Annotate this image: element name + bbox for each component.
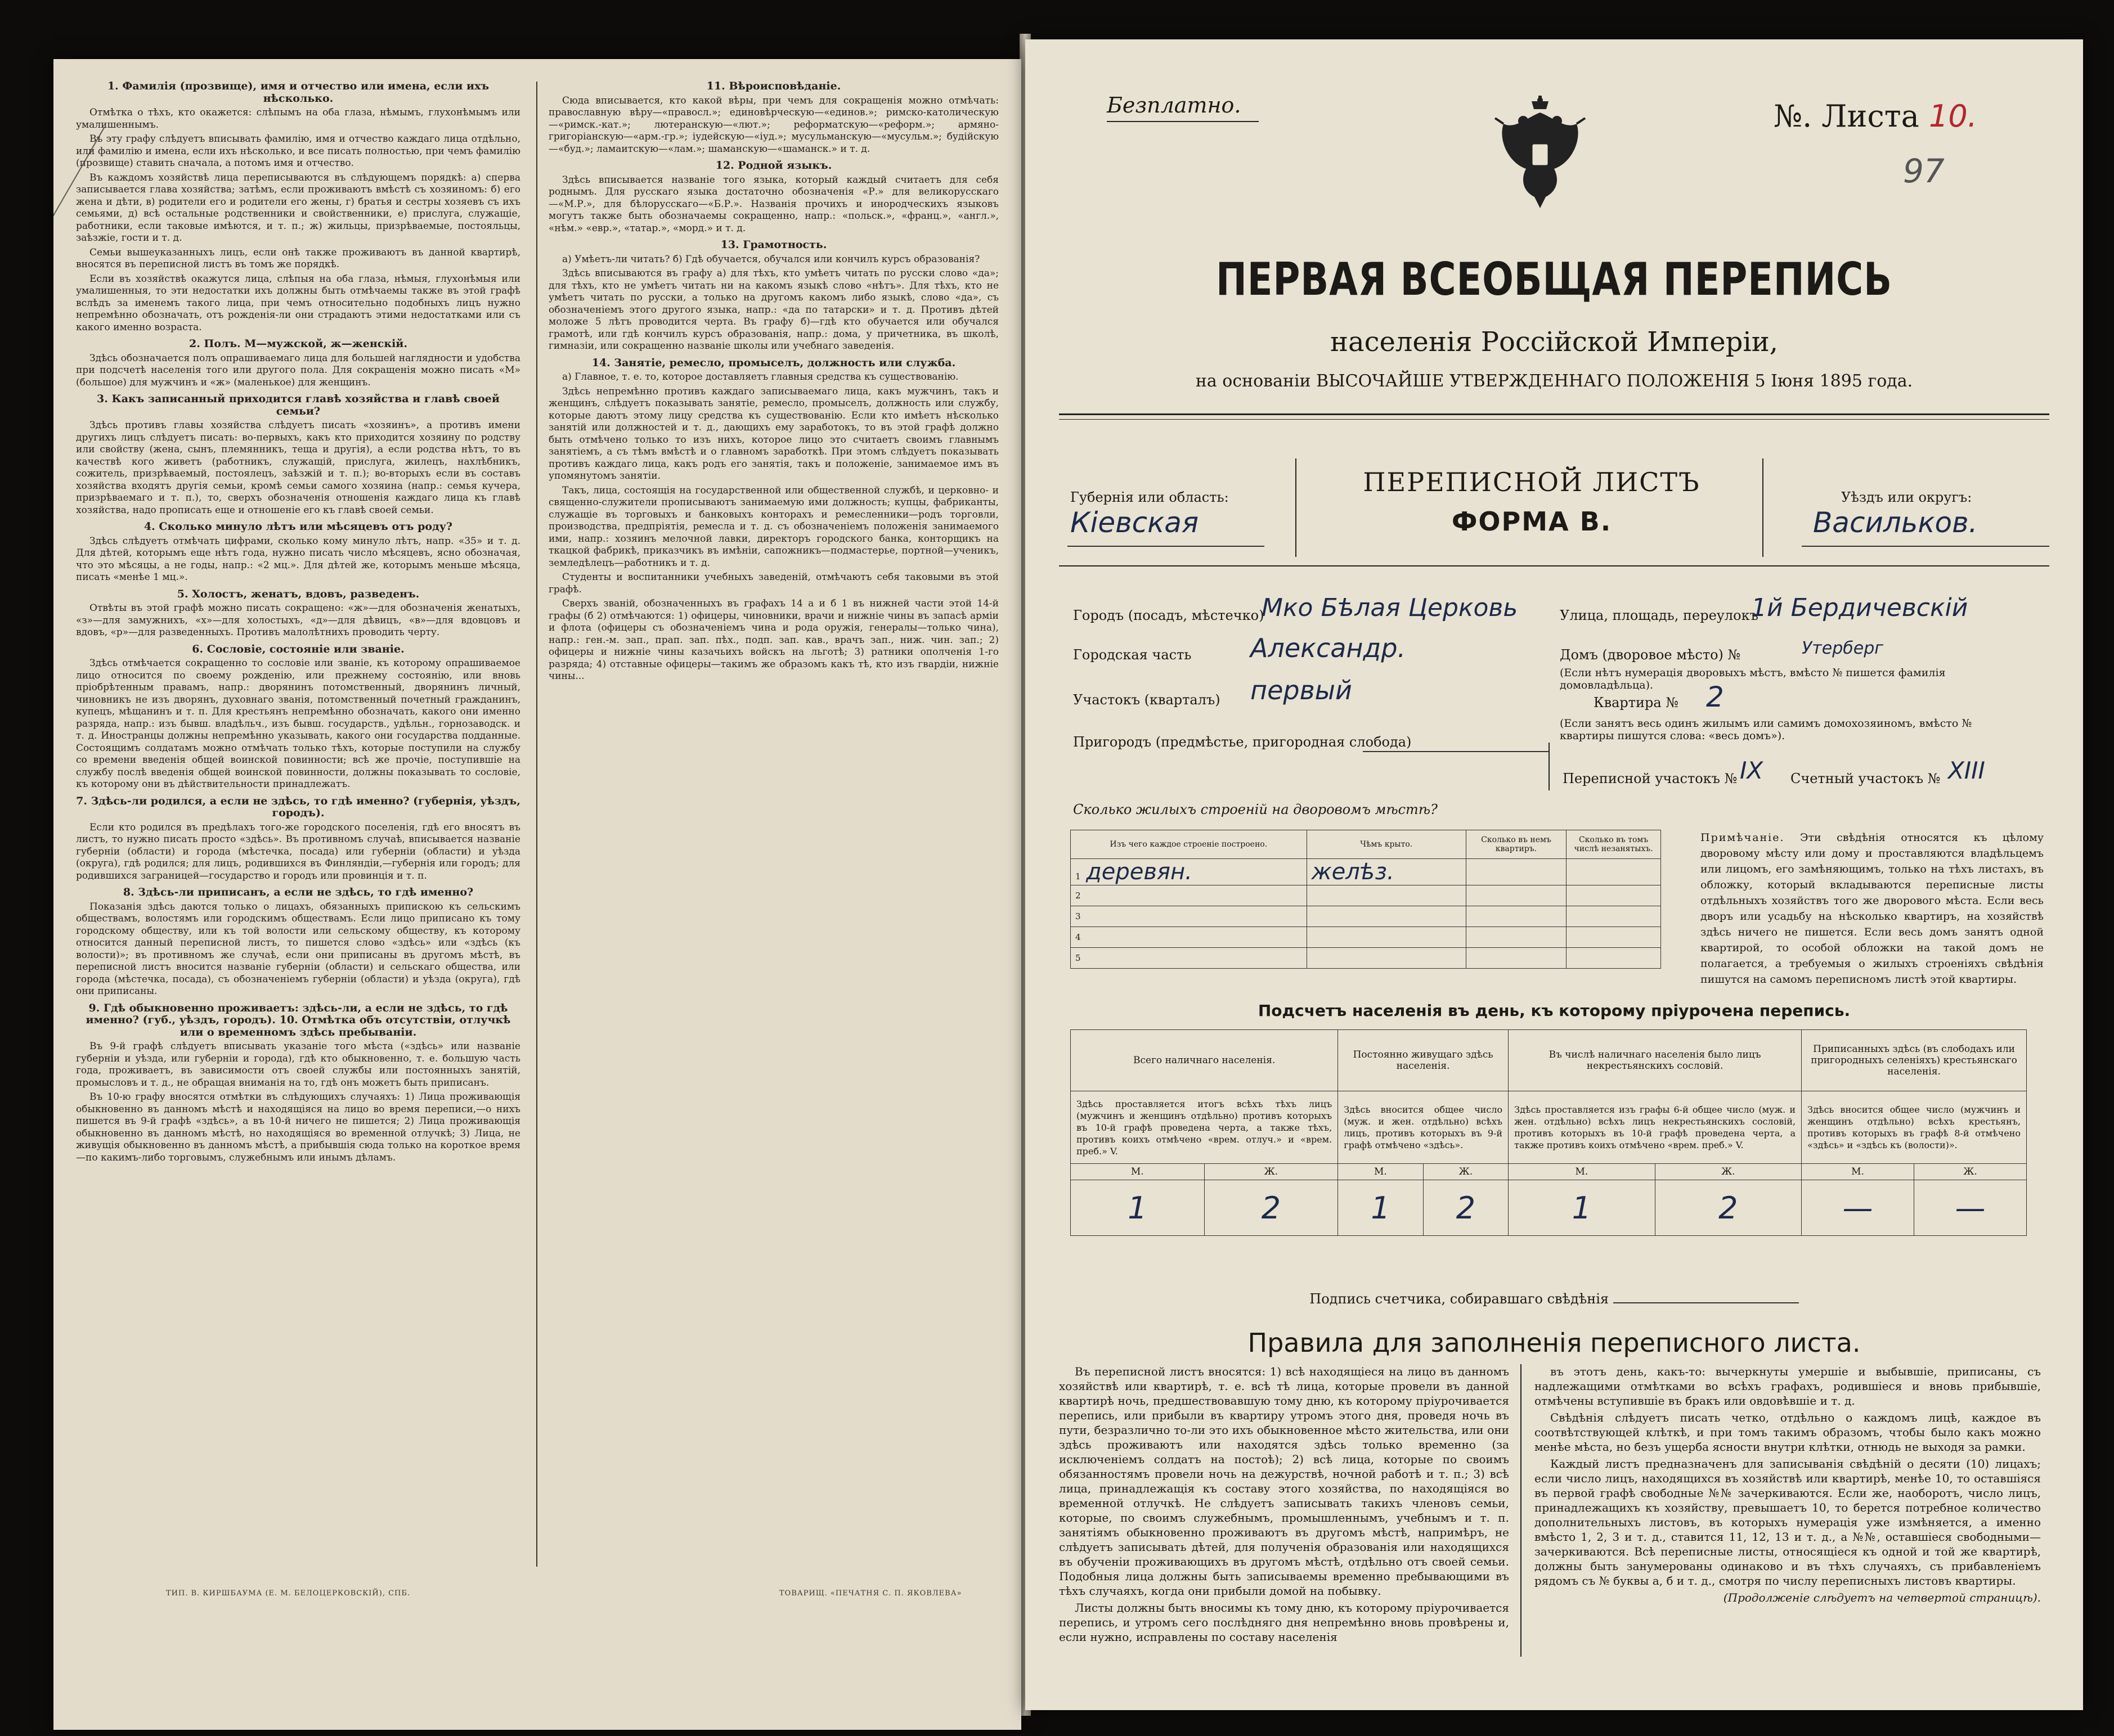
divider [1059,565,2049,566]
sex-m: М. [1071,1164,1205,1180]
rule-paragraph: въ этотъ день, какъ-то: вычеркнуты умершіе и выбывшіе, приписаны, съ надлежащими отмѣтками во всѣхъ графахъ, родившіеся и вновь прибывшіе, отмѣчены вступившіе въ бракъ или овдовѣвшіе и т. д. [1534,1365,2041,1407]
sex-f: Ж. [1204,1164,1338,1180]
dwellings-header-row [1071,830,1661,859]
count-section-value: XIII [1948,757,1985,784]
paragraph: Отмѣтка о тѣхъ, кто окажется: слѣпымъ на оба глаза, нѣмымъ, глухонѣмымъ или умалишеннымъ. [76,107,520,131]
paragraph: Въ каждомъ хозяйствѣ лица переписываются въ слѣдующемъ порядкѣ: а) сперва записывается глава хозяйства; затѣмъ, если проживаютъ вмѣстѣ съ хозяиномъ: б) его жена и дѣти, в) родители его и родители его жены, г) братья и сестры хозяевъ съ ихъ семьями, д) всѣ остальные родственники и свойственники, е) прислуга, служащіе, работники, если таковые имѣются, и т. п.; ж) жильцы, призрѣваемые, постояльцы, заѣзжіе, гости и т. д. [76,172,520,244]
table-row [1071,859,1661,885]
printer-imprint-right: ТОВАРИЩ. «ПЕЧАТНЯ С. П. ЯКОВЛЕВА» [779,1589,962,1598]
population-count-title: Подсчетъ населенія въ день, къ которому пріурочена перепись. [1258,1001,1851,1020]
left-page [53,59,1021,1730]
note-text: Эти свѣдѣнія относятся къ цѣлому дворовому мѣсту или дому и проставляются владѣльцемъ или лицомъ, его замѣняющимъ, только на тѣхъ листахъ, въ обложку, который вкладываются переписные листы отдѣльныхъ хозяйствъ того же дворового мѣста. Если весь дворъ или усадьбу на нѣсколько квартиръ, на хозяйствѣ здѣсь ничего не пишется. Если весь домъ занятъ одной квартирой, то особой обложки на такой домъ не полагается, а требуемыя о жилыхъ строеніяхъ свѣдѣнія пишутся на самомъ переписномъ листѣ этой квартиры. [1700,831,2044,986]
table-row [1071,927,1661,948]
house-label: Домъ (дворовое мѣсто) № [1560,647,1741,663]
province-label: Губернія или область: [1070,489,1229,505]
city-label: Городъ (посадъ, мѣстечко) [1073,608,1264,623]
divider [1295,458,1296,557]
street-value: 1й Бердичевскій [1751,593,1968,622]
vacant-cell [1567,859,1661,885]
form-heading: ПЕРЕПИСНОЙ ЛИСТЪ [1363,467,1700,497]
house-note: (Если нѣтъ нумерація дворовыхъ мѣстъ, вмѣсто № пишется фамилія домовладѣльца). [1560,667,1946,691]
paragraph: Семьи вышеуказанныхъ лицъ, если онѣ также проживаютъ въ данной квартирѣ, вносятся въ переписной листъ въ томъ же порядкѣ. [76,246,520,270]
section-heading: 11. Вѣроисповѣданіе. [706,80,841,92]
paragraph: Въ 10-ю графу вносятся отмѣтки въ слѣдующихъ случаяхъ: 1) Лица проживающія обыкновенно въ данномъ мѣстѣ и находящіяся на лицо во время переписи,—о нихъ пишется въ 9-й графѣ «здѣсь», а въ 10-й ничего не пишется; 2) Лица проживающія обыкновенно въ данномъ мѣстѣ, но находящіяся во временной отлучкѣ; 3) Лица, не живущія обыкновенно въ данномъ мѣстѣ, а прибывшія сюда только на короткое время—по какимъ-либо торговымъ, служебнымъ или инымъ дѣламъ. [76,1091,520,1163]
instructions-column-left [76,76,520,1166]
paragraph: Если кто родился въ предѣлахъ того-же городского поселенія, гдѣ его вносятъ въ листъ, то нужно писать просто «здѣсь». Въ противномъ случаѣ, вписывается названіе губерніи (области) и города (мѣстечка, посада) или губерніи (области) и уѣзда (округа), гдѣ родился; для лицъ, родившихся въ Финляндіи,—губернія или городъ; для родившихся заграницей—государство и городъ или провинція и т. п. [76,821,520,882]
section-heading: 4. Сколько минуло лѣтъ или мѣсяцевъ отъ роду? [143,520,453,533]
rule-paragraph: Каждый листъ предназначенъ для записыванія свѣдѣній о десяти (10) лицахъ; если число лицъ, находящихся въ хозяйствѣ или квартирѣ, менѣе 10, то оставшіяся въ первой графѣ свободные №№ зачеркиваются. Если же, наоборотъ, число лицъ, принадлежащихъ къ хозяйству, превышаетъ 10, то берется потребное количество дополнительныхъ листовъ, въ которыхъ нумерація уже измѣняется, а именно вмѣсто 1, 2, 3 и т. д., ставится 11, 12, 13 и т. д., а №№, оставшіеся свободными—зачеркиваются. Всѣ переписные листы, относящіеся къ одной и той же квартирѣ, должны быть занумерованы одинаково и въ тѣхъ случаяхъ, съ прибавленіемъ рядомъ съ № буквы а, б и т. д., смотря по числу переписныхъ листовъ квартиры. [1534,1457,2041,1587]
form-letter: ФОРМА В. [1451,506,1612,537]
table-row [1071,885,1661,906]
population-table [1070,1029,2027,1236]
vacant-cell [1567,927,1661,948]
roof-cell [1307,906,1466,927]
paragraph: Здѣсь слѣдуетъ отмѣчать цифрами, сколько кому минуло лѣтъ, напр. «35» и т. д. Для дѣтей, которымъ еще нѣтъ года, нужно писать число мѣсяцевъ, ясно обозначая, что это мѣсяцы, а не годы, напр.: «2 мц.». Для дѣтей же, которымъ меньше мѣсяца, писать «менѣе 1 мц.». [76,535,520,583]
value-cell: 2 [1423,1180,1508,1236]
value-cell: — [1914,1180,2027,1236]
paragraph: Если въ хозяйствѣ окажутся лица, слѣпыя на оба глаза, нѣмыя, глухонѣмыя или умалишенныя, то эти недостатки ихъ должны быть отмѣчаемы также въ этой графѣ вслѣдъ за именемъ такого лица, при чемъ относительно подобныхъ лицъ нужно непремѣнно обозначать, отъ рожденія-ли они страдаютъ этими недостатками или съ какого именно возраста. [76,273,520,333]
flat-value: 2 [1706,681,1724,713]
sex-m: М. [1338,1164,1423,1180]
counter-signature-line [1025,1291,2083,1307]
section-heading: 14. Занятіе, ремесло, промыселъ, должность или служба. [591,356,956,369]
paragraph: Въ эту графу слѣдуетъ вписывать фамилію, имя и отчество каждаго лица отдѣльно, или фамилію и имена, если ихъ нѣсколько, и все писать полностью, при чемъ фамилію (прозвище) ставить сначала, а потомъ имя и отчество. [76,133,520,169]
paragraph: Здѣсь вписываются въ графу а) для тѣхъ, кто умѣетъ читать по русски слово «да»; для тѣхъ, кто не умѣетъ читать ни на какомъ языкѣ слово «нѣтъ». Для тѣхъ, кто не умѣетъ читать по русски, а только на другомъ какомъ либо языкѣ, слово «да», съ обозначеніемъ этого другого языка, напр.: «да по татарски» и т. д. Противъ дѣтей моложе 5 лѣтъ проводится черта. Въ графу б)—гдѣ кто обучается или обучался грамотѣ, или гдѣ кончилъ курсъ образованія, напр.: дома, у причетника, въ школѣ, гимназіи, или сокращенно названіе школы или учебнаго заведенія. [549,268,999,352]
city-part-label: Городская часть [1073,647,1192,663]
district-label: Уѣздъ или округъ: [1841,489,1972,505]
material-cell: 4 [1071,927,1307,948]
flats-cell [1466,906,1566,927]
census-section-label: Переписной участокъ № [1563,771,1738,786]
flats-cell [1466,927,1566,948]
desc-present: Здѣсь проставляется итогъ всѣхъ тѣхъ лицъ (мужчинъ и женщинъ отдѣльно) противъ которыхъ въ 10-й графѣ проведена черта, а также тѣхъ, противъ коихъ отмѣчено «врем. отлуч.» и «врем. преб.» V. [1071,1091,1338,1164]
divider [1762,458,1763,557]
printer-imprint-left: ТИП. В. КИРШБАУМА (Е. М. БЕЛОЦЕРКОВСКІЙ), СПБ. [166,1589,411,1598]
section-heading: 9. Гдѣ обыкновенно проживаетъ: здѣсь-ли, а если не здѣсь, то гдѣ именно? (губ., уѣздъ, городъ). 10. Отмѣтка объ отсутствіи, отлучкѣ или о временномъ здѣсь пребываніи. [86,1001,511,1038]
note-title: Примѣчаніе. [1700,831,1785,844]
value-cell: 2 [1655,1180,1802,1236]
column-divider [536,82,537,1567]
city-value: Мко Бѣлая Церковь [1262,593,1518,622]
rules-continued: (Продолженіе слѣдуетъ на четвертой страницѣ). [1723,1591,2041,1604]
section-heading: 5. Холостъ, женатъ, вдовъ, разведенъ. [177,587,420,600]
free-label: Безплатно. [1107,93,1241,118]
header-non-peasant: Въ числѣ наличнаго населенія было лицъ некрестьянскихъ сословій. [1509,1030,1802,1091]
city-part-value: Александр. [1250,633,1406,663]
divider [1059,419,2049,420]
pencil-number: 97 [1903,152,1945,190]
section-heading: 7. Здѣсь-ли родился, а если не здѣсь, то гдѣ именно? (губернія, уѣздъ, городъ). [76,794,520,819]
signature-field [1613,1302,1799,1303]
paragraph: а) Главное, т. е. то, которое доставляетъ главныя средства къ существованію. [562,371,959,383]
population-values-row [1071,1180,2027,1236]
province-value: Кіевская [1070,506,1199,539]
dwellings-table [1070,830,1661,969]
desc-resident: Здѣсь вносится общее число (муж. и жен. отдѣльно) всѣхъ лицъ, противъ которыхъ въ 9-й графѣ отмѣчено «здѣсь». [1338,1091,1509,1164]
rule-paragraph: Листы должны быть вносимы къ тому дню, къ которому пріурочивается перепись, и утромъ сего послѣдняго дня непремѣнно вновь провѣрены и, если нужно, исправлены по составу населенія [1059,1601,1509,1644]
header-resident: Постоянно живущаго здѣсь населенія. [1338,1030,1509,1091]
desc-non-peasant: Здѣсь проставляется изъ графы 6-й общее число (муж. и жен. отдѣльно) всѣхъ лицъ некрестьянскихъ сословій, противъ которыхъ въ 10-й графѣ проведена черта, а также противъ коихъ отмѣчено «врем. преб.» V. [1509,1091,1802,1164]
sheet-number [1774,98,1977,134]
dwellings-note [1700,830,2044,987]
instructions-column-right [549,76,999,685]
header-material: Изъ чего каждое строеніе построено. [1071,830,1307,859]
section-heading: 1. Фамилія (прозвище), имя и отчество или имена, если ихъ нѣсколько. [107,80,490,105]
vacant-cell [1567,906,1661,927]
value-cell: 1 [1509,1180,1655,1236]
street-label: Улица, площадь, переулокъ [1560,608,1758,623]
material-value: деревян. [1086,859,1192,885]
section-value: первый [1250,675,1352,705]
header-present: Всего наличнаго населенія. [1071,1030,1338,1091]
material-cell: 3 [1071,906,1307,927]
population-desc-row [1071,1091,2027,1164]
header-peasant: Приписанныхъ здѣсь (въ слободахъ или пригородныхъ селеніяхъ) крестьянскаго населенія. [1802,1030,2027,1091]
value-cell: — [1802,1180,1914,1236]
form-subtitle: населенія Россійской Имперіи, [1330,326,1778,358]
flat-note: (Если занятъ весь одинъ жилымъ или самимъ домохозяиномъ, вмѣсто № квартиры пишутся слова: «весь домъ»). [1560,717,1972,742]
rule-paragraph: Въ переписной листъ вносятся: 1) всѣ находящіеся на лицо въ данномъ хозяйствѣ или квартирѣ, т. е. всѣ тѣ лица, которые провели въ данной квартирѣ ночь, предшествовавшую тому дню, къ которому пріурочивается перепись, или прибыли въ квартиру утромъ этого дня, проведя ночь въ пути, безразлично то-ли это ихъ обыкновенное мѣсто жительства, или они здѣсь проживаютъ или находятся здѣсь только временно (за исключеніемъ солдатъ на постоѣ); 2) всѣ лица, которые по своимъ обязанностямъ провели ночь на дежурствѣ, ночной работѣ и т. п.; 3) всѣ лица, принадлежащія къ составу этого хозяйства, по находящіяся во временной отлучкѣ. Не слѣдуетъ записывать такихъ членовъ семьи, которые, по своимъ служебнымъ, промышленнымъ, учебнымъ и т. п. занятіямъ обыкновенно проживаютъ въ другомъ мѣстѣ, напримѣръ, не слѣдуетъ записывать дѣтей, для полученія образованія или находящихся въ обученіи проживающихъ въ другомъ мѣстѣ, отдѣльно отъ своей семьи. Подобныя лица должны быть записываемы временно пребывающими въ тѣхъ случаяхъ, когда они прибыли домой на побывку. [1059,1365,1509,1598]
field-line [1067,546,1264,547]
sheet-number-label: №. Листа [1774,98,1919,134]
paragraph: Такъ, лица, состоящія на государственной или общественной службѣ, и церковно- и священно-служители прописываютъ занимаемую ими должность; купцы, фабриканты, служащіе въ торговыхъ и банковыхъ конторахъ и ремесленники—родъ торговли, производства, предпріятія, ремесла и т. д. съ обозначеніемъ положенія занимаемого ими, напр.: хозяинъ мелочной лавки, директоръ городского банка, конторщикъ на ткацкой фабрикѣ, приказчикъ въ имѣніи, сапожникъ—подмастерье, портной—ученикъ, земледѣлецъ—работникъ и т. д. [549,484,999,569]
rule-paragraph: Свѣдѣнія слѣдуетъ писать четко, отдѣльно о каждомъ лицѣ, каждое въ соотвѣтствующей клѣткѣ, и при томъ такимъ образомъ, чтобы было какъ можно менѣе мѣста, но безъ ущерба ясности внутри клѣтки, отнюдь не выходя за рамки. [1534,1411,2041,1454]
paragraph: Сюда вписывается, кто какой вѣры, при чемъ для сокращенія можно отмѣчать: православную вѣру—«правосл.»; единовѣрческую—«единов.»; римско-католическую—«римск.-кат.»; лютеранскую—«лют.»; реформатскую—«реформ.»; армяно-григоріанскую—«арм.-гр.»; іудейскую—«іуд.»; мусульманскую—«мусульм.»; будійскую—«буд.»; ламаитскую—«лам.»; шаманскую—«шаманск.» и т. д. [549,95,999,155]
value-cell: 1 [1338,1180,1423,1236]
district-value: Васильков. [1813,506,1978,539]
table-row [1071,906,1661,927]
roof-cell [1307,948,1466,969]
section-heading: 8. Здѣсь-ли приписанъ, а если не здѣсь, то гдѣ именно? [123,886,474,898]
rules-column-left [1059,1364,1509,1647]
vacant-cell [1567,885,1661,906]
field-line [1802,546,2049,547]
sheet-number-value: 10. [1928,98,1977,134]
paragraph: Здѣсь вписывается названіе того языка, который каждый считаетъ для себя роднымъ. Для русскаго языка достаточно обозначенія «Р.» для великорусскаго—«М.Р.», для бѣлорусскаго—«Б.Р.». Названія прочихъ и инородческихъ языковъ могутъ также быть обозначаемы сокращенно, напр.: «польск.», «франц.», «англ.», «нѣм.» «евр.», «татар.», «морд.» и т. д. [549,174,999,234]
census-section-value: IX [1740,757,1763,784]
paragraph: а) Умѣетъ-ли читать? б) Гдѣ обучается, обучался или кончилъ курсъ образованія? [562,253,980,265]
form-title: ПЕРВАЯ ВСЕОБЩАЯ ПЕРЕПИСЬ [1216,253,1892,305]
field-line [1363,751,1549,752]
house-value: Утерберг [1802,638,1884,658]
paragraph: Отвѣты въ этой графѣ можно писать сокращено: «ж»—для обозначенія женатыхъ, «з»—для замужнихъ, «х»—для холостыхъ, «д»—для дѣвицъ, «в»—для вдовцовъ и вдовъ, «р»—для разведенныхъ. Противъ малолѣтнихъ проводить черту. [76,602,520,638]
material-cell [1071,859,1307,885]
roof-cell [1307,885,1466,906]
roof-cell [1307,927,1466,948]
imperial-eagle-emblem-icon [1492,96,1588,214]
signature-label: Подпись счетчика, собиравшаго свѣдѣнія [1309,1291,1609,1307]
suburb-label: Пригородъ (предмѣстье, пригородная слобода) [1073,734,1412,750]
right-page-census-form [1025,39,2083,1710]
population-sex-row [1071,1164,2027,1180]
header-vacant: Сколько въ томъ числѣ незанятыхъ. [1567,830,1661,859]
legal-basis: на основаніи ВЫСОЧАЙШЕ УТВЕРЖДЕННАГО ПОЛОЖЕНІЯ 5 Іюня 1895 года. [1195,371,1913,391]
divider [1059,413,2049,415]
flats-cell [1466,859,1566,885]
paragraph: Показанія здѣсь даются только о лицахъ, обязанныхъ припискою къ сельскимъ обществамъ, волостямъ или городскимъ обществамъ. Если лицо приписано къ тому городскому обществу, или къ той волости или сельскому обществу, къ которому относится данный переписной листъ, то пишется слово «здѣсь» или «здѣсь (къ волости)»; въ противномъ же случаѣ, если они приписаны въ другомъ мѣстѣ, въ переписной листъ вносится названіе губерніи (области) и сельскаго общества, или города (мѣстечка, посада), съ обозначеніемъ губерніи (области) и уѣзда (округа), гдѣ они приписаны. [76,901,520,997]
paragraph: Въ 9-й графѣ слѣдуетъ вписывать указаніе того мѣста («здѣсь» или названіе губерніи и уѣзда, или губерніи и города), гдѣ кто обыкновенно, т. е. большую часть года, проживаетъ, въ зависимости отъ своей службы или постоянныхъ занятій, промысловъ и т. д., не обращая вниманія на то, гдѣ онъ можетъ быть приписанъ. [76,1041,520,1089]
free-underline [1107,121,1259,122]
header-flats: Сколько въ немъ квартиръ. [1466,830,1566,859]
population-header-row [1071,1030,2027,1091]
paragraph: Сверхъ званій, обозначенныхъ въ графахъ 14 а и б 1 въ нижней части этой 14-й графы (б 2) отмѣчаются: 1) офицеры, чиновники, врачи и нижніе чины въ запасѣ арміи и флота (офицеры съ обозначеніемъ чина и рода оружія, генералы—только чина), напр.: ген.-м. зап., прап. зап. пѣх., подп. зап. кав., врачъ зап., ниж. чин. зап.; 2) офицеры и нижніе чины казачьихъ войскъ на льготѣ; 3) ратники ополченія 1-го разряда; 4) отставные офицеры—такимъ же образомъ какъ тѣ, кто изъ гвардіи, нижніе чины... [549,598,999,682]
section-label: Участокъ (кварталъ) [1073,692,1220,708]
flats-cell [1466,885,1566,906]
sex-f: Ж. [1655,1164,1802,1180]
table-row [1071,948,1661,969]
sex-m: М. [1509,1164,1655,1180]
sex-f: Ж. [1423,1164,1508,1180]
header-roof: Чѣмъ крыто. [1307,830,1466,859]
material-cell: 2 [1071,885,1307,906]
paragraph: Здѣсь непремѣнно противъ каждаго записываемаго лица, какъ мужчинъ, такъ и женщинъ, слѣдуетъ показывать занятіе, ремесло, промыселъ, должность или службу, которые даютъ этому лицу средства къ существованію. Если кто имѣетъ нѣсколько занятій или должностей и т. д., дающихъ ему заработокъ, то въ этой графѣ должно быть отмѣчено только то изъ нихъ, которое лицо это считаетъ своимъ главнымъ занятіемъ, а съ тѣмъ вмѣстѣ и о главномъ заработкѣ. При этомъ слѣдуетъ показывать противъ каждаго лица, какъ родъ его занятія, такъ и положеніе, занимаемое имъ въ упомянутомъ занятіи. [549,385,999,482]
material-cell: 5 [1071,948,1307,969]
divider [1549,743,1550,790]
rules-column-right [1534,1364,2041,1607]
roof-cell: желѣз. [1307,859,1466,885]
flats-cell [1466,948,1566,969]
section-heading: 13. Грамотность. [720,239,827,251]
section-heading: 3. Какъ записанный приходится главѣ хозяйства и главѣ своей семьи? [97,393,500,417]
row-number: 1 [1075,871,1081,882]
section-heading: 6. Сословіе, состояніе или званіе. [192,642,405,655]
count-section-label: Счетный участокъ № [1790,771,1941,786]
sex-f: Ж. [1914,1164,2027,1180]
flat-label: Квартира № [1594,695,1679,710]
value-cell: 2 [1204,1180,1338,1236]
rules-title: Правила для заполненія переписного листа. [1247,1328,1861,1358]
vacant-cell [1567,948,1661,969]
column-divider [1520,1364,1521,1657]
section-heading: 12. Родной языкъ. [715,159,832,172]
paragraph: Здѣсь обозначается полъ опрашиваемаго лица для большей наглядности и удобства при подсчетѣ населенія того или другого пола. Для сокращенія можно писать «М» (большое) для мужчинъ и «ж» (маленькое) для женщинъ. [76,352,520,388]
paragraph: Студенты и воспитанники учебныхъ заведеній, отмѣчаютъ себя таковыми въ этой графѣ. [549,572,999,595]
sex-m: М. [1802,1164,1914,1180]
dwellings-question: Сколько жилыхъ строеній на дворовомъ мѣстѣ? [1073,802,1438,817]
desc-peasant: Здѣсь вносится общее число (мужчинъ и женщинъ отдѣльно) всѣхъ крестьянъ, противъ которыхъ въ графѣ 8-й отмѣчено «здѣсь» и «здѣсь къ (волости)». [1802,1091,2027,1164]
value-cell: 1 [1071,1180,1205,1236]
paragraph: Здѣсь отмѣчается сокращенно то сословіе или званіе, къ которому опрашиваемое лицо относится по своему рожденію, или прежнему состоянію, или вновь пріобрѣтенным правамъ, напр.: дворянинъ потомственный, дворянинъ личный, чиновникъ не изъ дворянъ, духовнаго званія, потомственный почетный гражданинъ, купецъ, мѣщанинъ и т. п. Для крестьянъ непремѣнно обозначать, какого они именно разряда, напр.: изъ бывш. владѣльч., изъ бывш. государств., удѣльн., горнозаводск. и т. д. Иностранцы должны непремѣнно указывать, какого они государства подданные. Состоящимъ солдатамъ можно отмѣчать только тѣхъ, которые поступили на службу со времени введенія общей воинской повинности; всѣ же прочіе, поступившіе на службу послѣ введенія общей воинской повинности, должны показывать то сословіе, къ которому они въ дѣйствительности принадлежатъ. [76,658,520,790]
paragraph: Здѣсь противъ главы хозяйства слѣдуетъ писать «хозяинъ», а противъ имени другихъ лицъ слѣдуетъ писать: во-первыхъ, какъ кто приходится хозяину по родству или свойству (жена, сынъ, племянникъ, теща и другія), а если родства нѣтъ, то въ качествѣ кого живетъ (работникъ, служащій, прислуга, жилецъ, нахлѣбникъ, сожитель, призрѣваемый, постоялецъ, заѣзжій и т. п.); во-вторыхъ если въ составъ хозяйства входятъ другія семьи, кромѣ семьи самого хозяина (напр.: семья кучера, призрѣваемаго и т. п.), то, сверхъ обозначенія отношенія каждаго лица къ главѣ хозяйства, надо прописать еще и отношеніе его къ главѣ своей семьи. [76,420,520,516]
section-heading: 2. Полъ. М—мужской, ж—женскій. [188,338,407,350]
